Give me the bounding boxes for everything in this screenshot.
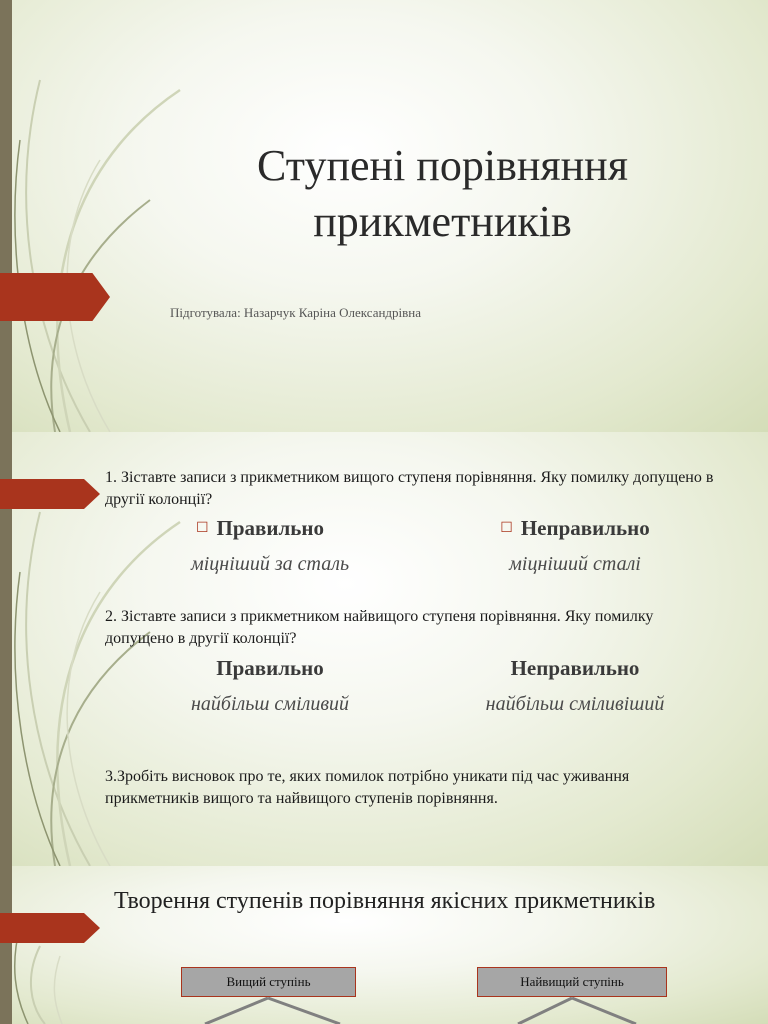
q2-correct-value: найбільш сміливий [190, 693, 350, 715]
q2-incorrect-value: найбільш сміливіший [485, 693, 665, 715]
square-bullet-icon: ☐ [195, 521, 209, 536]
slide-heading: Творення ступенів порівняння якісних прикметників [114, 888, 656, 914]
formation-slide [0, 866, 768, 1024]
author-subtitle: Підготувала: Назарчук Каріна Олександрівна [170, 305, 422, 320]
q2-incorrect-heading: Неправильно [510, 656, 640, 680]
q1-incorrect-value: міцніший сталі [509, 553, 641, 575]
square-bullet-icon: ☐ [500, 521, 513, 536]
question-2-text: 2. Зіставте записи з прикметником найвищого ступеня порівняння. Яку помилку допущено в другії колонції? [105, 608, 654, 647]
q1-correct-heading [160, 516, 360, 541]
superlative-degree-box: Найвищий ступінь [477, 967, 667, 997]
title-slide [0, 0, 768, 432]
comparative-degree-box: Вищий ступінь [181, 967, 356, 997]
accent-tab [0, 479, 100, 509]
q1-correct-value: міцніший за сталь [190, 553, 350, 575]
question-1-text: 1. Зіставте записи з прикметником вищого ступеня порівняння. Яку помилку допущено в другії колонції? [105, 469, 714, 508]
diagram-connectors [0, 866, 768, 1024]
q1-correct-label: Правильно [216, 516, 324, 540]
q1-incorrect-heading [470, 516, 680, 541]
slide-title: Ступені порівняння прикметників [257, 141, 628, 246]
exercise-slide [0, 432, 768, 866]
q1-incorrect-label: Неправильно [520, 516, 650, 540]
q2-correct-heading: Правильно [216, 656, 324, 680]
question-3-text: 3.Зробіть висновок про те, яких помилок потрібно уникати під час уживання прикметників вищого та найвищого ступенів порівняння. [105, 768, 630, 807]
accent-tab [0, 273, 110, 321]
